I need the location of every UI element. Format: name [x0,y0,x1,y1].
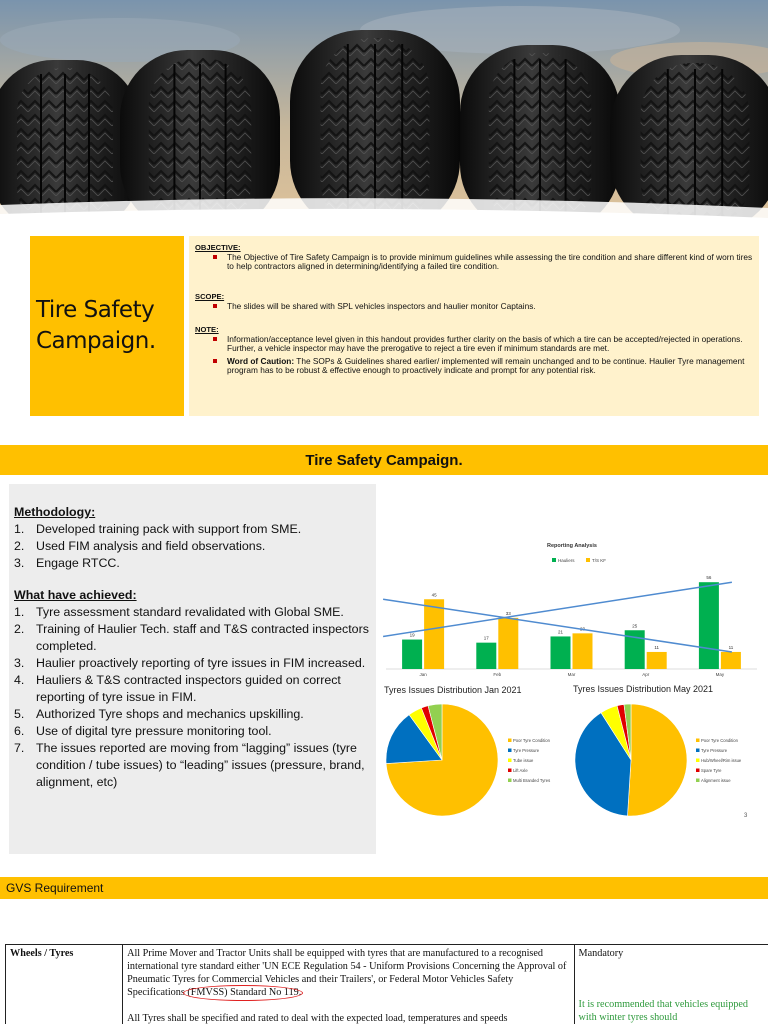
pie-may-title: Tyres Issues Distribution May 2021 [573,684,714,694]
legend-swatch [696,779,700,783]
legend-label: Poor Tyre Condition [513,738,550,743]
legend-swatch [696,739,700,743]
legend-label: Tube issue [513,758,534,763]
bar [424,599,444,669]
bar-value-label: 11 [654,644,660,650]
bar-value-label: 17 [483,635,489,641]
scope-item: The slides will be shared with SPL vehicles inspectors and haulier monitor Captains. [213,302,753,311]
requirement-text: All Prime Mover and Tractor Units shall be equipped with tyres that are manufactured to a recognised international tyre standard either 'UN ECE Regulation 54 - Uniform Provisions Concerning the Approval of Pneumatic Tyres for Commercial Vehicles and their Trailers', or Federal Motor Vehicles Safety Specifications (FMVSS) Standard No 119. All Tyres shall be specified and rated to deal with the expected load, temperatures and speeds [123,945,574,1024]
legend-swatch [696,769,700,773]
methodology-heading: Methodology: [14,505,96,519]
legend-label: Hub/Wheel/Rim issue [701,758,742,763]
recommendation-text: It is recommended that vehicles equipped with winter tyres should [578,999,748,1023]
legend-swatch [552,558,556,562]
methodology-item: 1. Developed training pack with support from SME. [14,522,302,536]
achieved-item: 1. Tyre assessment standard revalidated with Global SME. [14,605,344,619]
legend-label: Hauliers [558,558,575,563]
bar [573,633,593,669]
methodology-panel [9,484,376,854]
campaign-title: Tire Safety Campaign. [36,297,156,354]
category-label: May [715,672,725,677]
legend-swatch [586,558,590,562]
reporting-charts [382,530,768,830]
achieved-item: 7. The issues reported are moving from “lagging” issues (tyre condition / tube issues) to “leading” issues (pressure, brand, alignment, etc) [14,741,365,789]
caution-item [213,357,753,375]
hero-tyres-image [0,0,768,232]
tyres-illustration [0,0,768,232]
category-label: Jan [419,672,427,677]
requirement-status [574,945,768,1024]
category-label: Feb [493,672,502,677]
achieved-item: 4. Hauliers & T&S contracted inspectors guided on correct reporting of tyre issue in FIM. [14,673,341,704]
legend-swatch [508,759,512,763]
legend-swatch [696,749,700,753]
slide2-header-bar [0,445,768,475]
bar-chart-title: Reporting Analysis [547,543,597,549]
legend-swatch [508,749,512,753]
campaign-info-panel [189,236,759,416]
methodology-item: 3. Engage RTCC. [14,556,120,570]
scope-list [195,302,753,311]
objective-heading: OBJECTIVE: [195,243,241,252]
slide-number: 3 [744,813,748,819]
pie-jan-title: Tyres Issues Distribution Jan 2021 [384,685,522,695]
table-row [6,945,768,1024]
legend-swatch [696,759,700,763]
note-heading: NOTE: [195,325,219,334]
achieved-heading: What have achieved: [14,588,137,602]
achieved-list [14,604,371,791]
achieved-item: 6. Use of digital tyre pressure monitoring tool. [14,724,272,738]
campaign-title-box [30,236,184,416]
achieved-item: 3. Haulier proactively reporting of tyre issues in FIM increased. [14,656,366,670]
bar-value-label: 21 [557,629,564,635]
requirement-label: Wheels / Tyres [6,945,123,1024]
bar-value-label: 56 [706,575,712,581]
bar-value-label: 25 [632,623,638,629]
bar-value-label: 11 [728,644,734,650]
scope-heading: SCOPE: [195,292,225,301]
legend-label: Lift Axle [513,768,528,773]
legend-label: Alignment issue [701,778,731,783]
gvs-header-bar [0,877,768,899]
bar [699,582,719,669]
note-item: Information/acceptance level given in this handout provides further clarity on the basis of which a tire can be accepted/rejected in operations. Further, a vehicle inspector may have the prerogative to reject a tire even if minimum standards are met. [213,335,753,353]
note-list [195,335,753,375]
legend-label: Poor Tyre Condition [701,738,738,743]
objective-list [195,253,753,271]
bar [402,640,422,669]
gvs-title: GVS Requirement [6,881,104,895]
legend-swatch [508,739,512,743]
legend-label: T/S KF [592,558,607,563]
pie-slice [627,704,687,816]
bar [476,643,496,669]
category-label: Apr [642,672,650,677]
bar [721,652,741,669]
slide2-title: Tire Safety Campaign. [305,451,463,469]
bar [498,618,518,669]
achieved-item: 5. Authorized Tyre shops and mechanics upskilling. [14,707,304,721]
bar-value-label: 45 [431,592,437,598]
bar-value-label: 33 [505,610,511,616]
bar [647,652,667,669]
achieved-item: 2. Training of Haulier Tech. staff and T&S contracted inspectors completed. [14,622,369,653]
gvs-requirement-table [5,944,768,1024]
bar-value-label: 19 [409,632,415,638]
legend-swatch [508,779,512,783]
category-label: Mar [567,672,576,677]
methodology-list [14,521,371,572]
objective-item: The Objective of Tire Safety Campaign is to provide minimum guidelines while assessing the tire condition and share different kind of worn tires to help contractors aligned in determining/identifying a failed tire condition. [213,253,753,271]
legend-label: Spare Tyre [701,768,722,773]
legend-label: Multi Branded Tyres [513,778,551,783]
fmvss-circled: (FMVSS) Standard No 119 [187,987,299,998]
caution-text: The SOPs & Guidelines shared earlier/ implemented will remain unchanged and to be continue. Haulier Tyre management program has to be robust & effective enough to proactively indicate and prompt for any potential risk. [227,356,745,375]
requirement-text-2: All Tyres shall be specified and rated to deal with the expected load, temperatures and speeds [127,1013,508,1024]
legend-label: Tyre Pressure [701,748,728,753]
legend-label: Tyre Pressure [513,748,540,753]
legend-swatch [508,769,512,773]
bar [551,636,571,669]
caution-label: Word of Caution: [227,356,295,366]
status-mandatory: Mandatory [578,948,624,959]
methodology-item: 2. Used FIM analysis and field observations. [14,539,266,553]
